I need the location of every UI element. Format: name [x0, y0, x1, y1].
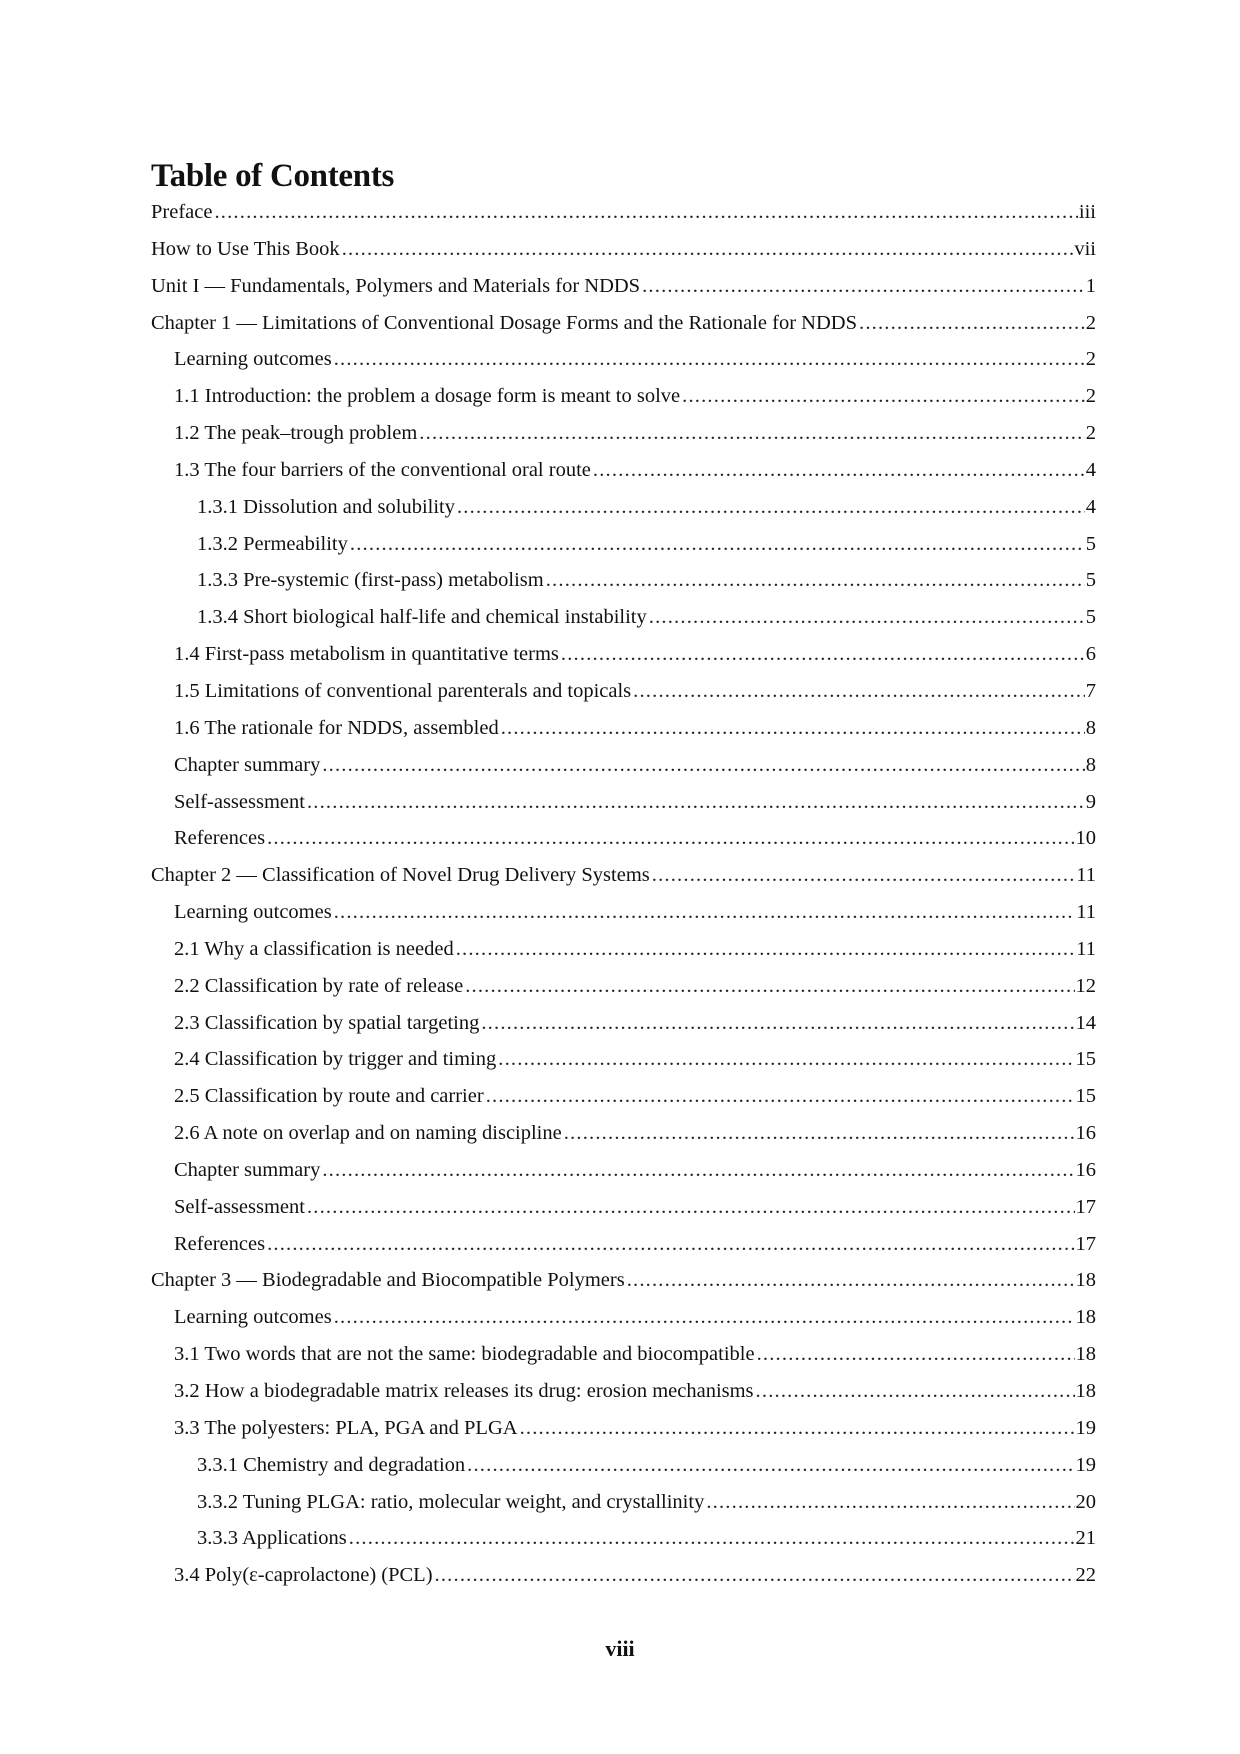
toc-list — [151, 194, 1096, 1594]
toc-entry-page: 18 — [1075, 1269, 1096, 1292]
toc-dot-leader — [419, 415, 1084, 452]
toc-entry-page: 10 — [1075, 827, 1096, 850]
toc-entry[interactable] — [151, 305, 1096, 342]
toc-entry[interactable] — [151, 1373, 1096, 1410]
toc-entry-page: 4 — [1085, 495, 1096, 518]
toc-entry-page: 6 — [1085, 643, 1096, 666]
toc-entry[interactable] — [151, 562, 1096, 599]
toc-dot-leader — [267, 1226, 1074, 1263]
toc-dot-leader — [627, 1262, 1075, 1299]
toc-entry-page: 2 — [1085, 348, 1096, 371]
toc-entry-page: 12 — [1075, 974, 1096, 997]
page-title: Table of Contents — [151, 158, 395, 194]
toc-dot-leader — [350, 526, 1085, 563]
toc-entry-label: 3.3.2 Tuning PLGA: ratio, molecular weight, and crystallinity — [197, 1490, 705, 1513]
toc-dot-leader — [561, 636, 1085, 673]
toc-entry-page: 5 — [1085, 569, 1096, 592]
toc-entry-page: 4 — [1085, 458, 1096, 481]
toc-entry-label: 3.4 Poly(ε-caprolactone) (PCL) — [174, 1564, 433, 1587]
toc-entry[interactable] — [151, 1226, 1096, 1263]
toc-entry[interactable] — [151, 1189, 1096, 1226]
toc-entry[interactable] — [151, 931, 1096, 968]
toc-entry-label: 3.1 Two words that are not the same: biodegradable and biocompatible — [174, 1343, 755, 1366]
toc-entry-page: 17 — [1075, 1232, 1096, 1255]
toc-entry-page: 11 — [1076, 937, 1096, 960]
toc-entry[interactable] — [151, 636, 1096, 673]
toc-dot-leader — [642, 268, 1085, 305]
toc-entry[interactable] — [151, 378, 1096, 415]
toc-entry-label: Self-assessment — [174, 790, 305, 813]
toc-dot-leader — [682, 378, 1085, 415]
toc-dot-leader — [267, 820, 1074, 857]
toc-entry[interactable] — [151, 1557, 1096, 1594]
toc-entry-label: Chapter 1 — Limitations of Conventional Dosage Forms and the Rationale for NDDS — [151, 311, 857, 334]
toc-dot-leader — [756, 1373, 1075, 1410]
toc-entry-page: 17 — [1075, 1195, 1096, 1218]
toc-entry[interactable] — [151, 968, 1096, 1005]
toc-entry-label: Preface — [151, 201, 213, 223]
toc-entry-label: Unit I — Fundamentals, Polymers and Materials for NDDS — [151, 274, 641, 297]
toc-entry[interactable] — [151, 1520, 1096, 1557]
toc-entry[interactable] — [151, 1484, 1096, 1521]
toc-entry[interactable] — [151, 673, 1096, 710]
toc-entry-label: 2.4 Classification by trigger and timing — [174, 1048, 497, 1071]
toc-dot-leader — [457, 489, 1085, 526]
toc-entry-label: 1.3.1 Dissolution and solubility — [197, 495, 455, 518]
toc-entry-label: 2.3 Classification by spatial targeting — [174, 1011, 480, 1034]
toc-entry-label: 1.4 First-pass metabolism in quantitative terms — [174, 643, 559, 666]
toc-entry-label: Learning outcomes — [174, 901, 332, 924]
toc-entry-page: 2 — [1085, 385, 1096, 408]
toc-entry-label: 1.3.3 Pre-systemic (first-pass) metabolism — [197, 569, 544, 592]
toc-entry-label: 1.6 The rationale for NDDS, assembled — [174, 716, 499, 739]
toc-entry-page: 11 — [1076, 901, 1096, 924]
toc-entry-label: 1.1 Introduction: the problem a dosage form is meant to solve — [174, 385, 681, 408]
toc-dot-leader — [564, 1115, 1075, 1152]
toc-entry-page: 19 — [1075, 1453, 1096, 1476]
toc-entry[interactable] — [151, 894, 1096, 931]
toc-entry-label: 1.3.4 Short biological half-life and chemical instability — [197, 606, 647, 629]
toc-entry[interactable] — [151, 599, 1096, 636]
toc-dot-leader — [214, 194, 1077, 231]
toc-dot-leader — [467, 1447, 1074, 1484]
toc-dot-leader — [342, 231, 1074, 268]
toc-entry-label: How to Use This Book — [151, 237, 340, 260]
toc-dot-leader — [633, 673, 1085, 710]
toc-dot-leader — [498, 1041, 1074, 1078]
toc-entry-label: 3.2 How a biodegradable matrix releases its drug: erosion mechanisms — [174, 1380, 754, 1402]
toc-dot-leader — [465, 968, 1074, 1005]
toc-entry-page: iii — [1078, 201, 1096, 223]
toc-entry[interactable] — [151, 194, 1096, 231]
toc-entry-label: Learning outcomes — [174, 348, 332, 371]
toc-entry-page: 9 — [1085, 790, 1096, 813]
toc-entry-page: 15 — [1075, 1085, 1096, 1108]
toc-dot-leader — [593, 452, 1085, 489]
toc-entry-label: 1.3 The four barriers of the conventional oral route — [174, 458, 591, 481]
toc-dot-leader — [520, 1410, 1075, 1447]
toc-entry-label: References — [174, 1232, 266, 1255]
toc-dot-leader — [501, 710, 1085, 747]
toc-entry-page: 20 — [1075, 1490, 1096, 1513]
toc-entry[interactable] — [151, 268, 1096, 305]
toc-entry-page: vii — [1074, 237, 1096, 260]
toc-entry-label: 1.2 The peak–trough problem — [174, 422, 418, 445]
toc-entry-page: 16 — [1075, 1158, 1096, 1181]
toc-dot-leader — [349, 1520, 1075, 1557]
toc-entry-page: 18 — [1075, 1306, 1096, 1329]
toc-dot-leader — [307, 784, 1085, 821]
toc-entry-label: Chapter 3 — Biodegradable and Biocompatible Polymers — [151, 1269, 625, 1292]
toc-entry-page: 11 — [1076, 864, 1096, 887]
toc-dot-leader — [334, 1299, 1075, 1336]
toc-entry[interactable] — [151, 1336, 1096, 1373]
toc-entry[interactable] — [151, 1041, 1096, 1078]
toc-entry[interactable] — [151, 857, 1096, 894]
toc-dot-leader — [322, 1152, 1074, 1189]
toc-dot-leader — [652, 857, 1076, 894]
toc-entry-page: 1 — [1085, 274, 1096, 297]
toc-dot-leader — [334, 894, 1076, 931]
toc-dot-leader — [435, 1557, 1075, 1594]
toc-entry-label: 1.5 Limitations of conventional parenterals and topicals — [174, 679, 632, 702]
toc-entry-page: 8 — [1085, 753, 1096, 776]
toc-entry-label: Self-assessment — [174, 1195, 305, 1218]
toc-entry-page: 15 — [1075, 1048, 1096, 1071]
toc-entry-label: 1.3.2 Permeability — [197, 532, 348, 555]
toc-entry[interactable] — [151, 452, 1096, 489]
toc-entry-label: 2.2 Classification by rate of release — [174, 974, 464, 997]
toc-entry-page: 8 — [1085, 716, 1096, 739]
toc-entry-label: Learning outcomes — [174, 1306, 332, 1329]
toc-entry-label: 3.3.1 Chemistry and degradation — [197, 1453, 466, 1476]
toc-entry-page: 22 — [1075, 1564, 1096, 1587]
toc-entry-page: 19 — [1075, 1416, 1096, 1439]
toc-entry-page: 5 — [1085, 606, 1096, 629]
toc-entry-page: 2 — [1085, 311, 1096, 334]
toc-entry[interactable] — [151, 1005, 1096, 1042]
toc-entry-label: Chapter 2 — Classification of Novel Drug Delivery Systems — [151, 864, 650, 887]
toc-entry-page: 14 — [1075, 1011, 1096, 1034]
toc-entry[interactable] — [151, 1115, 1096, 1152]
toc-dot-leader — [757, 1336, 1075, 1373]
toc-entry-label: Chapter summary — [174, 753, 321, 776]
toc-dot-leader — [546, 562, 1085, 599]
toc-dot-leader — [859, 305, 1085, 342]
toc-dot-leader — [649, 599, 1085, 636]
toc-dot-leader — [334, 341, 1085, 378]
toc-dot-leader — [481, 1005, 1074, 1042]
toc-entry-page: 16 — [1075, 1122, 1096, 1145]
toc-entry[interactable] — [151, 820, 1096, 857]
toc-entry-page: 2 — [1085, 422, 1096, 445]
toc-dot-leader — [486, 1078, 1075, 1115]
toc-entry[interactable] — [151, 526, 1096, 563]
toc-entry-label: 2.5 Classification by route and carrier — [174, 1085, 484, 1108]
toc-entry[interactable] — [151, 1262, 1096, 1299]
toc-entry-page: 18 — [1075, 1343, 1096, 1366]
toc-entry[interactable] — [151, 1299, 1096, 1336]
toc-dot-leader — [322, 747, 1084, 784]
toc-entry-label: 2.1 Why a classification is needed — [174, 937, 454, 960]
toc-entry-label: 3.3 The polyesters: PLA, PGA and PLGA — [174, 1416, 518, 1439]
toc-dot-leader — [456, 931, 1076, 968]
toc-entry[interactable] — [151, 710, 1096, 747]
toc-entry[interactable] — [151, 1078, 1096, 1115]
toc-entry-label: References — [174, 827, 266, 850]
toc-entry-page: 7 — [1085, 679, 1096, 702]
toc-entry[interactable] — [151, 1447, 1096, 1484]
toc-entry[interactable] — [151, 1152, 1096, 1189]
toc-entry-label: Chapter summary — [174, 1158, 321, 1181]
toc-dot-leader — [307, 1189, 1075, 1226]
toc-entry[interactable] — [151, 341, 1096, 378]
toc-entry-page: 18 — [1075, 1380, 1096, 1402]
toc-dot-leader — [706, 1484, 1074, 1521]
toc-entry[interactable] — [151, 231, 1096, 268]
toc-entry-page: 21 — [1075, 1527, 1096, 1550]
toc-entry[interactable] — [151, 489, 1096, 526]
toc-entry-label: 3.3.3 Applications — [197, 1527, 347, 1550]
page-number: viii — [605, 1636, 635, 1661]
toc-entry-label: 2.6 A note on overlap and on naming discipline — [174, 1122, 562, 1145]
toc-entry-page: 5 — [1085, 532, 1096, 555]
toc-entry[interactable] — [151, 415, 1096, 452]
toc-entry[interactable] — [151, 1410, 1096, 1447]
toc-entry[interactable] — [151, 784, 1096, 821]
toc-entry[interactable] — [151, 747, 1096, 784]
